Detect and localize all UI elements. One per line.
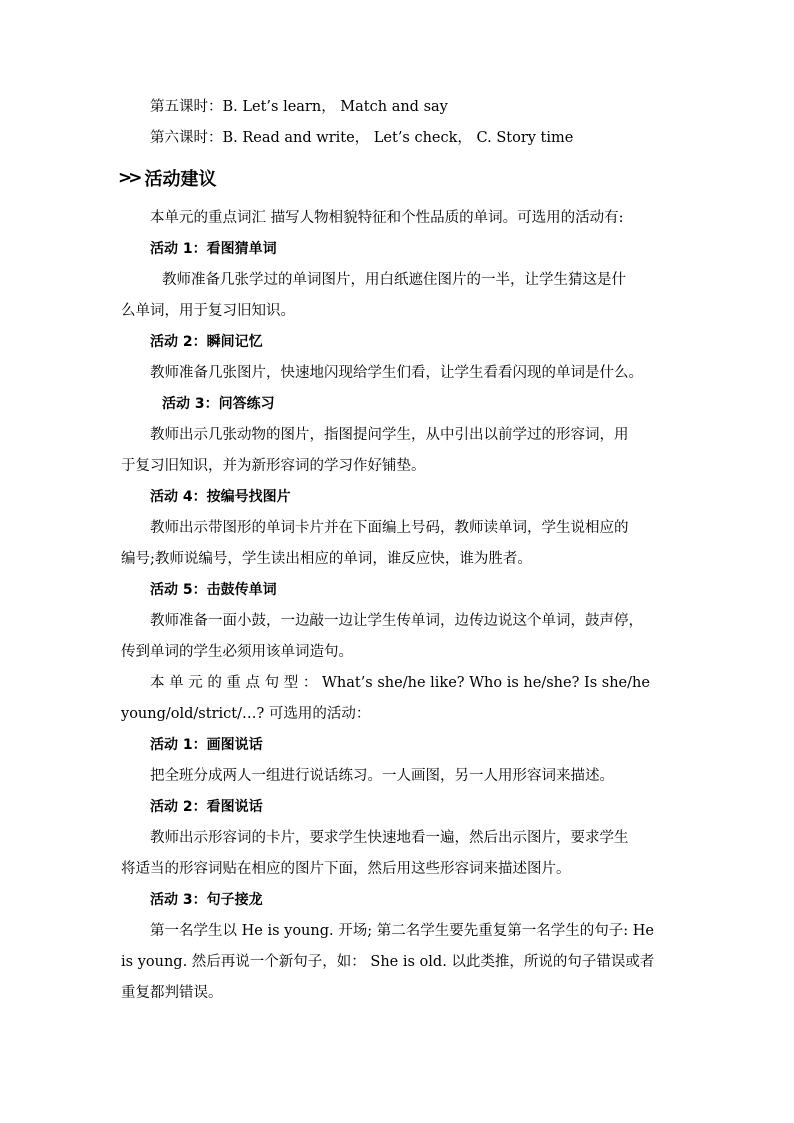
vocab-activity-4-title: 活动 4：按编号找图片	[150, 489, 291, 505]
lesson-5-schedule: 第五课时：B. Let’s learn， Match and say	[150, 99, 448, 115]
section-heading	[118, 166, 217, 190]
sentence-activity-3-title: 活动 3：句子接龙	[150, 892, 263, 908]
vocab-activity-3-title: 活动 3：问答练习	[162, 396, 275, 412]
vocab-activity-5-line-1: 教师准备一面小鼓，一边敲一边让学生传单词，边传边说这个单词，鼓声停，	[150, 613, 643, 629]
sentence-activity-3-line-3: 重复都判错误。	[121, 985, 223, 1001]
vocab-activity-5-line-2: 传到单词的学生必须用该单词造句。	[121, 644, 353, 660]
vocab-activity-5-title: 活动 5：击鼓传单词	[150, 582, 277, 598]
sentence-activity-2-title: 活动 2：看图说话	[150, 799, 263, 815]
vocab-activity-1-line-1: 教师准备几张学过的单词图片，用白纸遮住图片的一半，让学生猜这是什	[162, 272, 626, 288]
vocab-activity-2-line-1: 教师准备几张图片，快速地闪现给学生们看，让学生看看闪现的单词是什么。	[150, 365, 643, 381]
vocab-activity-2-title: 活动 2：瞬间记忆	[150, 334, 263, 350]
vocab-activity-3-line-1: 教师出示几张动物的图片，指图提问学生，从中引出以前学过的形容词，用	[150, 427, 629, 443]
vocab-activity-4-line-1: 教师出示带图形的单词卡片并在下面编上号码，教师读单词，学生说相应的	[150, 520, 629, 536]
vocab-activity-1-title: 活动 1：看图猜单词	[150, 241, 277, 257]
vocab-activity-4-line-2: 编号;教师说编号，学生读出相应的单词，谁反应快，谁为胜者。	[121, 551, 532, 567]
sentence-activity-2-line-2: 将适当的形容词贴在相应的图片下面，然后用这些形容词来描述图片。	[121, 861, 571, 877]
sentence-activity-3-line-1: 第一名学生以 He is young. 开场; 第二名学生要先重复第一名学生的句子: He	[150, 923, 654, 939]
sentence-activity-1-line-1: 把全班分成两人一组进行说话练习。一人画图，另一人用形容词来描述。	[150, 768, 614, 784]
sentences-intro-line-1: 本 单 元 的 重 点 句 型 ： What’s she/he like? Who is he/she? Is she/he	[150, 675, 650, 691]
section-title: 活动建议	[144, 169, 217, 190]
vocab-intro: 本单元的重点词汇 描写人物相貌特征和个性品质的单词。可选用的活动有:	[150, 210, 624, 226]
vocab-activity-1-line-2: 么单词，用于复习旧知识。	[121, 303, 295, 319]
lesson-6-schedule: 第六课时：B. Read and write， Let’s check， C. Story time	[150, 130, 574, 146]
sentence-activity-1-title: 活动 1：画图说话	[150, 737, 263, 753]
sentence-activity-3-line-2: is young. 然后再说一个新句子，如： She is old. 以此类推，所说的句子错误或者	[121, 954, 655, 970]
sentences-intro-line-2: young/old/strict/…? 可选用的活动：	[121, 706, 371, 722]
sentence-activity-2-line-1: 教师出示形容词的卡片，要求学生快速地看一遍，然后出示图片，要求学生	[150, 830, 629, 846]
vocab-activity-3-line-2: 于复习旧知识，并为新形容词的学习作好铺垫。	[121, 458, 426, 474]
double-chevron-icon: >>	[118, 168, 139, 188]
